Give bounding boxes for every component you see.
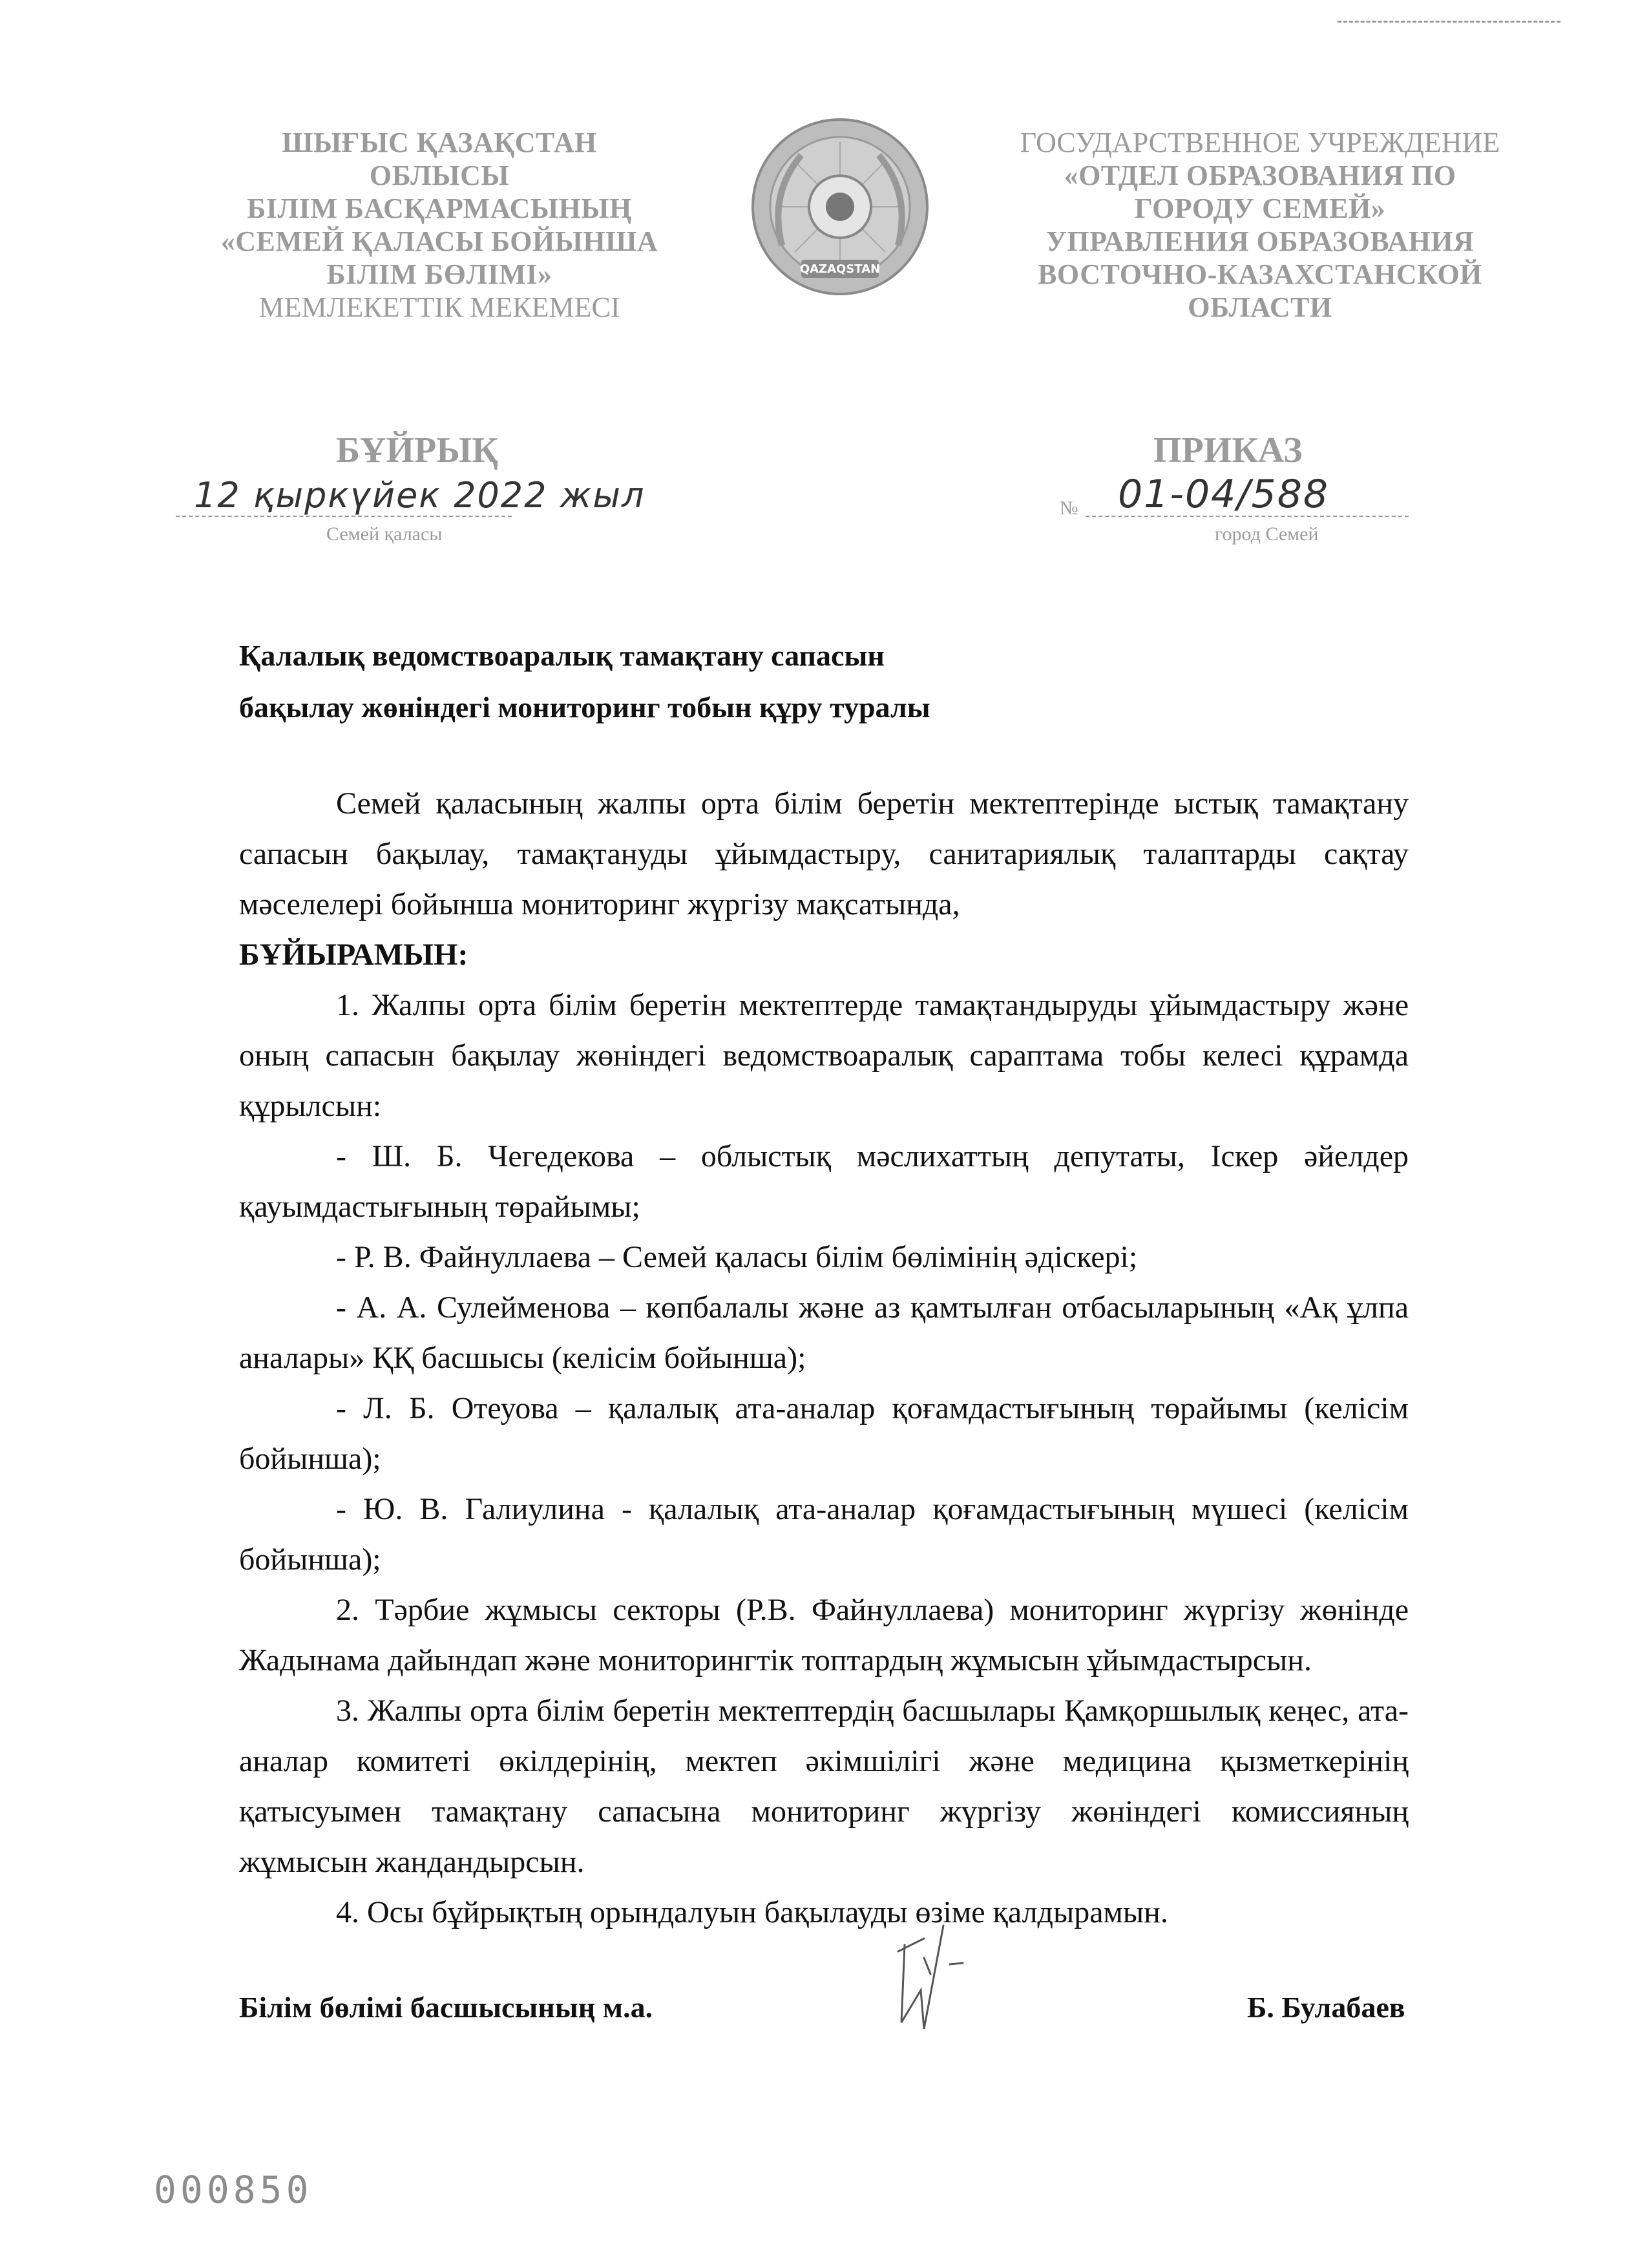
title-line: Қалалық ведомствоаралық тамақтану сапасын (239, 639, 885, 672)
header-ru-line: ГОСУДАРСТВЕННОЕ УЧРЕЖДЕНИЕ (1020, 127, 1500, 158)
order-number-handwritten: 01-04/588 (1118, 472, 1330, 517)
header-ru-line: ОБЛАСТИ (1188, 291, 1332, 323)
header-kz-line: ШЫҒЫС ҚАЗАҚСТАН (282, 127, 597, 158)
item-4: 4. Осы бұйрықтың орындалуын бақылауды өзіме қалдырамын. (336, 1895, 1168, 1929)
member-item: - Р. В. Файнуллаева – Семей қаласы білім бөлімінің әдіскері; (336, 1240, 1138, 1274)
header-kz-line: БІЛІМ БӨЛІМІ» (326, 258, 552, 290)
signatory-position: Білім бөлімі басшысының м.а. (239, 1991, 653, 2024)
serial-number: 000850 (154, 2168, 313, 2212)
document-title (239, 630, 930, 733)
scan-mark-line (1338, 21, 1560, 23)
preamble: Семей қаласының жалпы орта білім беретін мектептерінде ыстық тамақтану сапасын бақылау, тамақтануды ұйымдастыру, санитариялық талаптарды сақтау мәселелері бойынша мониторинг жүргізу мақсатында, (239, 786, 1409, 921)
member-item: - Ш. Б. Чегедекова – облыстық мәслихаттың депутаты, Іскер әйелдер қауымдастығының төрайымы; (239, 1139, 1409, 1224)
member-item: - Л. Б. Отеуова – қалалық ата-аналар қоғамдастығының төрайымы (келісім бойынша); (239, 1391, 1409, 1476)
state-emblem-icon (743, 116, 937, 310)
header-ru-line: ВОСТОЧНО-КАЗАХСТАНСКОЙ (1038, 258, 1482, 290)
header-kz-line: БІЛІМ БАСҚАРМАСЫНЫҢ (247, 193, 632, 224)
header-kz-line: МЕМЛЕКЕТТІК МЕКЕМЕСІ (258, 291, 620, 323)
header-ru (976, 126, 1544, 324)
member-item: - А. А. Сулейменова – көпбалалы және аз қамтылған отбасыларының «Ақ ұлпа аналары» ҚҚ басшысы (келісім бойынша); (239, 1290, 1409, 1375)
item-3: 3. Жалпы орта білім беретін мектептердің басшылары Қамқоршылық кеңес, ата-аналар комитеті өкілдерінің, мектеп әкімшілігі және медицина қызметкерінің қатысуымен тамақтану сапасына мониторинг жүргізу жөніндегі комиссияның жұмысын жандандырсын. (239, 1694, 1409, 1879)
city-kz: Семей қаласы (326, 523, 443, 545)
item-2: 2. Тәрбие жұмысы секторы (Р.В. Файнуллаева) мониторинг жүргізу жөнінде Жадынама дайындап және мониторингтік топтардың жұмысын ұйымдастырсын. (239, 1593, 1409, 1677)
header-kz (207, 126, 672, 324)
title-line: бақылау жөніндегі мониторинг тобын құру туралы (239, 691, 930, 724)
handwritten-signature-icon (885, 1913, 989, 2042)
signatory-name: Б. Булабаев (1247, 1991, 1405, 2024)
header-ru-line: «ОТДЕЛ ОБРАЗОВАНИЯ ПО (1064, 160, 1456, 191)
number-prefix: № (1060, 498, 1078, 519)
emblem-text: QAZAQSTAN (799, 262, 881, 276)
order-label-ru: ПРИКАЗ (1153, 430, 1303, 470)
city-ru: город Семей (1215, 523, 1319, 545)
order-date-handwritten: 12 қыркүйек 2022 жыл (194, 475, 646, 516)
document-body (239, 779, 1409, 1938)
header-kz-line: ОБЛЫСЫ (369, 160, 510, 191)
order-word: БҰЙЫРАМЫН: (239, 938, 468, 972)
header-ru-line: УПРАВЛЕНИЯ ОБРАЗОВАНИЯ (1045, 226, 1475, 257)
order-label-kz: БҰЙРЫҚ (336, 430, 498, 470)
member-item: - Ю. В. Галиулина - қалалық ата-аналар қоғамдастығының мүшесі (келісім бойынша); (239, 1492, 1409, 1577)
header-ru-line: ГОРОДУ СЕМЕЙ» (1134, 193, 1386, 224)
item-1: 1. Жалпы орта білім беретін мектептерде тамақтандыруды ұйымдастыру және оның сапасын бақылау жөніндегі ведомствоаралық сараптама тобы келесі құрамда құрылсын: (239, 988, 1409, 1123)
header-kz-line: «СЕМЕЙ ҚАЛАСЫ БОЙЫНША (220, 226, 658, 257)
date-underline (176, 516, 512, 517)
